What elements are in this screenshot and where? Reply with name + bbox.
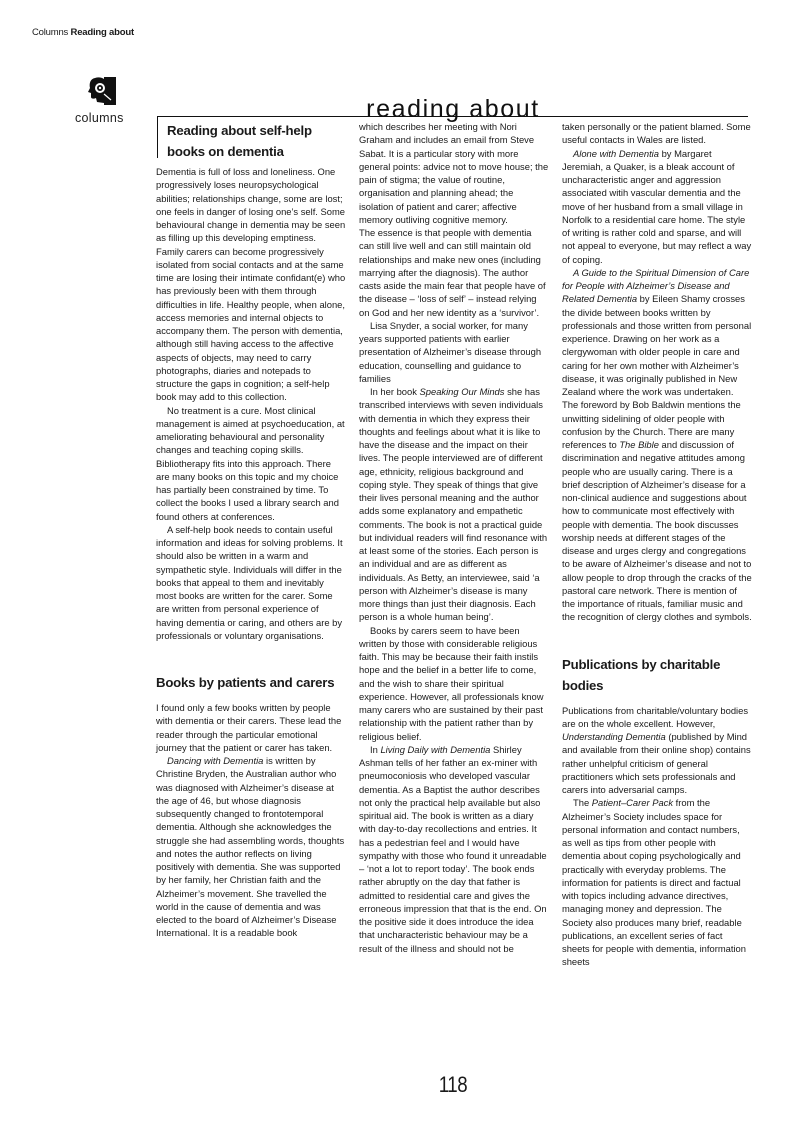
text-run: Lisa Snyder, a social worker, for many years supported patients with earlier presentation of Alzheimer’s disease through education, counselling and guidance to families xyxy=(359,319,542,384)
paragraph xyxy=(359,743,549,955)
text-run: from the Alzheimer’s Society includes space for personal information and contact numbers, as well as tips from other people with dementia about coping psychologically and practically with everyday problems. The information for patients is direct and factual with topics including advance directives, managing money and depression. The Society also produces many brief, readable publications, an excellent series of fact sheets for people with dementia, information sheets xyxy=(562,797,746,968)
text-run: taken personally or the patient blamed. Some useful contacts in Wales are listed. xyxy=(562,121,751,146)
page-number: 118 xyxy=(438,1072,468,1097)
paragraph xyxy=(562,266,752,624)
column-2 xyxy=(359,120,549,955)
text-run: is written by Christine Bryden, the Australian author who was diagnosed with Alzheimer’s disease at the age of 46, but whose diagnosis subsequently changed to frontotemporal dementia. Although she acknowledges the struggle she had assembling words, thoughts and notes the author reflects on living positively with dementia. She was supported by her family, her Christian faith and the Alzheimer’s movement. She travelled the world in the cause of dementia and was elected to the board of Alzheimer’s Disease International. It is a readable book xyxy=(156,755,345,939)
text-run: she has transcribed interviews with seven individuals with dementia in which they express their thoughts and feelings about what it is like to have the disease and the impact on their lives. The people interviewed are of different age, ethnicity, religious background and coping style. They speak of things that give their lives personal meaning and the author adds some explanatory and empathetic comments. The book is not a practical guide but individual readers will find resonance with at least some of the stories. Each person is an individual and are as different as individuals. As Betty, an interviewee, said ‘a person with Alzheimer’s disease is many more things than just their diagnosis. Each person is a whole human being’. xyxy=(359,386,548,623)
running-head-title: Reading about xyxy=(70,27,134,38)
book-title: Alone with Dementia xyxy=(573,147,659,159)
text-run: A self-help book needs to contain useful information and ideas for solving problems. It should also be written in a warm and sympathetic style. Individuals will differ in the books that appeal to them and inevitably most books are written for the carer. Some are written from personal experience of having dementia or caring, and others are by professionals or voluntary organisations. xyxy=(156,523,343,641)
text-run: I found only a few books written by people with dementia or their carers. These lead the reader through the particular emotional journey that the patient or carer has taken. xyxy=(156,702,342,753)
text-run: Books by carers seem to have been written by those with considerable religious faith. This may be because their faith instils hope and the belief in a better life to come, and the wish to share their spiritual experience. However, all professionals know many carers who are sustained by their past relationship with the patient rather than by religious belief. xyxy=(359,624,544,742)
text-run: Shirley Ashman tells of her father an ex-miner with pneumoconiosis who developed vascular dementia. As a Baptist the author describes not only the practical help available but also spiritual aid. The book is written as a diary with day-to-day recollections and entries. It has a pedestrian feel and I would have sympathy with those who found it unreadable – ‘not a lot to report today’. The book ends rather abruptly on the day that father is admitted to residential care and gives the erroneous impression that that is the end. On the positive side it does introduce the idea that uncharacteristic behaviour may be a result of the illness and should not be xyxy=(359,743,547,954)
paragraph xyxy=(156,523,346,642)
book-title: Dancing with Dementia xyxy=(167,755,264,766)
paragraph xyxy=(562,147,752,266)
paragraph xyxy=(562,704,752,797)
header-rule xyxy=(157,116,748,117)
paragraph xyxy=(562,120,752,147)
columns-logo-icon xyxy=(87,76,117,106)
book-title: Understanding Dementia xyxy=(562,731,666,742)
book-title: Living Daily with Dementia xyxy=(380,743,491,755)
section-heading xyxy=(156,672,346,693)
paragraph xyxy=(359,624,549,743)
text-run: by Margaret Jeremiah, a Quaker, is a bleak account of uncharacteristic anger and aggression associated witih vascular dementia and the move of her husband from a small village in Norfolk to a residential care home. The style of writing is rather cold and sparse, and will not appeal to everyone, but may reflect a way of coping. xyxy=(562,147,752,265)
book-title: Speaking Our Minds xyxy=(419,386,505,397)
paragraph xyxy=(156,165,346,404)
text-run: and discussion of discrimination and negative attitudes among people who are usually caring. There is a brief description of Alzheimer’s disease for a non-clinical audience and suggestions about how to communicate most effectively with people with dementia. The book discusses worship needs at different stages of the disease and urges clergy and congregations to be aware of Alzheimer’s disease and not to allow people to drop through the cracks of the pastoral care network. There is mention of the importance of rituals, familiar music and the recognition of clergy clothes and symbols. xyxy=(562,439,752,623)
book-title: A Guide to the Spiritual Dimension of Care for People with Alzheimer’s Disease and Related Dementia xyxy=(562,266,750,305)
box-rule xyxy=(157,116,158,158)
text-run: Publications from charitable/voluntary bodies are on the whole excellent. However, xyxy=(562,704,749,729)
text-run: In xyxy=(370,743,381,755)
book-title: The Bible xyxy=(619,439,659,450)
column-3 xyxy=(562,120,752,969)
text-run: No treatment is a cure. Most clinical management is aimed at psychoeducation, at ameliorating behavioural and personality changes and teaching coping skills. Bibliotherapy fits into this approach. There are many books on this topic and my choice has partially been constrained by time. To collect the books I used a library search and found others at conferences. xyxy=(156,404,345,522)
text-run: In her book xyxy=(370,386,420,397)
paragraph xyxy=(359,226,549,319)
paragraph xyxy=(359,385,549,624)
text-run: by Eileen Shamy crosses the divide between books written by professionals and those written from personal experience. Drawing on her work as a clergywoman with older people in care and caring for her own mother with Alzheimer’s disease, it was originally published in New Zealand where the work was undertaken. The foreword by Bob Baldwin mentions the unwitting sidelining of older people with confusion by the Church. There are many references to xyxy=(562,293,752,450)
text-run: which describes her meeting with Nori Graham and includes an email from Steve Sabat. It is a particular story with more general points: advice not to move house; the pain of stigma; the value of routine, organisation and planning ahead; the isolation of patient and carer; affective memory outliving cognitive memory. xyxy=(359,121,549,225)
running-head-section: Columns xyxy=(32,27,69,38)
paragraph xyxy=(562,796,752,968)
section-heading xyxy=(562,654,752,696)
running-head xyxy=(32,27,134,38)
text-run: Publications by charitable bodies xyxy=(562,656,721,693)
section-title: reading about xyxy=(366,94,540,123)
text-run: Books by patients and carers xyxy=(156,675,335,690)
article-heading: Reading about self-help books on dementia xyxy=(167,123,312,159)
paragraph xyxy=(156,701,346,754)
text-run: Dementia is full of loss and loneliness. One progressively loses neuropsychological abilities; relationships change, some are lost; one feels in danger of losing one’s self. Some behavioural change in dementia may be seen as filling up this developing emptiness. Family carers can become progressively isolated from social contacts and at the same time are losing their intimate confidant(e) who has previously been with them through difficulties in life. Healthy people, when alone, access memories and internal objects to accompany them. The person with dementia, although still having access to the affective aspects of objects, may need to carry photographs, diaries and notepads to structure the gaps in cognition; a self-help book may add to this collection. xyxy=(156,166,346,403)
paragraph xyxy=(156,404,346,523)
column-1 xyxy=(156,165,346,940)
paragraph xyxy=(359,319,549,385)
logo-label: columns xyxy=(75,111,124,125)
paragraph xyxy=(359,120,549,226)
paragraph xyxy=(156,754,346,940)
text-run: The xyxy=(573,797,592,809)
text-run: The essence is that people with dementia can still live well and can still maintain old relationships and make new ones (including marrying after the diagnosis). The author casts aside the main fear that people have of the disease – ‘loss of self’ – instead relying on God and her new identity as a ‘survivor’. xyxy=(359,227,546,318)
book-title: Patient–Carer Pack xyxy=(591,797,674,809)
text-run: (published by Mind and available from their online shop) contains rather unhelpful criticism of general practitioners which sets professionals and carers into adversarial camps. xyxy=(562,731,751,795)
